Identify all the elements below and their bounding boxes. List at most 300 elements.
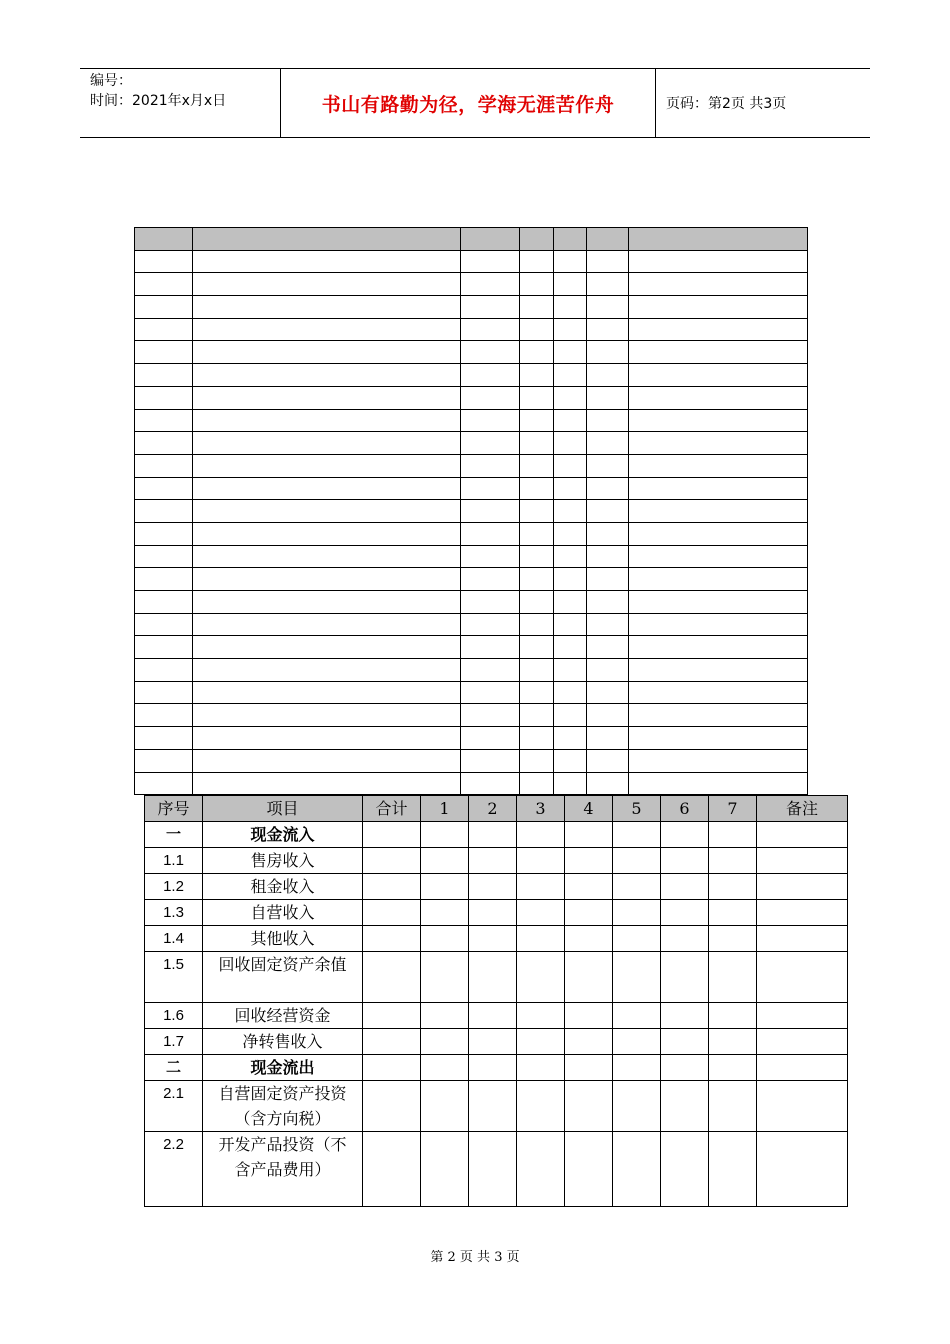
- grid-cell: [193, 477, 461, 500]
- value-cell: [469, 1003, 517, 1029]
- grid-cell: [554, 636, 587, 659]
- grid-cell: [193, 545, 461, 568]
- grid-row: [135, 296, 808, 319]
- grid-cell: [135, 341, 193, 364]
- grid-cell: [554, 591, 587, 614]
- value-cell: [517, 1081, 565, 1132]
- grid-cell: [629, 432, 808, 455]
- header-cell: 7: [709, 796, 757, 822]
- grid-cell: [629, 477, 808, 500]
- seq-cell: 1.4: [145, 926, 203, 952]
- grid-cell: [587, 364, 629, 387]
- value-cell: [363, 1081, 421, 1132]
- item-cell: 租金收入: [203, 874, 363, 900]
- grid-cell: [520, 704, 554, 727]
- value-cell: [517, 848, 565, 874]
- table-row: [145, 900, 848, 926]
- grid-cell: [554, 681, 587, 704]
- value-cell: [661, 926, 709, 952]
- grid-cell: [587, 477, 629, 500]
- grid-cell: [135, 659, 193, 682]
- seq-cell: 1.5: [145, 952, 203, 1003]
- grid-cell: [461, 500, 520, 523]
- grid-cell: [629, 522, 808, 545]
- value-cell: [757, 1029, 848, 1055]
- grid-cell: [135, 727, 193, 750]
- grid-cell: [554, 273, 587, 296]
- value-cell: [421, 1081, 469, 1132]
- value-cell: [421, 1003, 469, 1029]
- grid-cell: [193, 659, 461, 682]
- seq-cell: 一: [145, 822, 203, 848]
- grid-cell: [461, 454, 520, 477]
- grid-cell: [461, 273, 520, 296]
- value-cell: [709, 1029, 757, 1055]
- seq-cell: 二: [145, 1055, 203, 1081]
- grid-row: [135, 704, 808, 727]
- grid-row: [135, 409, 808, 432]
- grid-cell: [520, 409, 554, 432]
- grid-row: [135, 386, 808, 409]
- motto: 书山有路勤为径，学海无涯苦作舟: [280, 69, 656, 137]
- value-cell: [469, 874, 517, 900]
- value-cell: [709, 822, 757, 848]
- grid-cell: [554, 522, 587, 545]
- grid-row: [135, 364, 808, 387]
- grid-cell: [520, 500, 554, 523]
- grid-cell: [587, 591, 629, 614]
- grid-cell: [520, 659, 554, 682]
- grid-cell: [461, 772, 520, 795]
- grid-cell: [520, 432, 554, 455]
- value-cell: [757, 1055, 848, 1081]
- grid-cell: [587, 432, 629, 455]
- value-cell: [565, 900, 613, 926]
- grid-cell: [461, 545, 520, 568]
- value-cell: [565, 1132, 613, 1207]
- value-cell: [613, 1132, 661, 1207]
- grid-cell: [193, 250, 461, 273]
- grid-cell: [587, 409, 629, 432]
- grid-cell: [587, 659, 629, 682]
- value-cell: [565, 1081, 613, 1132]
- grid-cell: [461, 364, 520, 387]
- table-row: [145, 952, 848, 1003]
- value-cell: [661, 822, 709, 848]
- seq-cell: 1.3: [145, 900, 203, 926]
- value-cell: [421, 848, 469, 874]
- grid-row: [135, 500, 808, 523]
- grid-cell: [193, 296, 461, 319]
- grid-row: [135, 749, 808, 772]
- grid-cell: [629, 386, 808, 409]
- grid-cell: [193, 591, 461, 614]
- grid-row: [135, 273, 808, 296]
- item-cell: 开发产品投资（不含产品费用）: [203, 1132, 363, 1207]
- empty-grid-table: [134, 227, 808, 795]
- value-cell: [709, 1132, 757, 1207]
- grid-cell: [554, 364, 587, 387]
- page-info: 页码：第2页 共3页: [666, 96, 787, 112]
- grid-cell: [461, 250, 520, 273]
- grid-cell: [135, 636, 193, 659]
- value-cell: [421, 900, 469, 926]
- grid-cell: [193, 228, 461, 251]
- grid-row: [135, 681, 808, 704]
- grid-cell: [554, 613, 587, 636]
- value-cell: [757, 952, 848, 1003]
- grid-cell: [554, 409, 587, 432]
- grid-cell: [629, 500, 808, 523]
- value-cell: [757, 1081, 848, 1132]
- header-cell: 项目: [203, 796, 363, 822]
- grid-cell: [520, 477, 554, 500]
- table-row: [145, 1003, 848, 1029]
- value-cell: [661, 1003, 709, 1029]
- table-row: [145, 848, 848, 874]
- grid-cell: [135, 568, 193, 591]
- value-cell: [757, 1132, 848, 1207]
- table-row: [145, 926, 848, 952]
- grid-cell: [629, 273, 808, 296]
- grid-cell: [587, 704, 629, 727]
- grid-cell: [587, 500, 629, 523]
- grid-cell: [587, 318, 629, 341]
- grid-cell: [135, 681, 193, 704]
- seq-cell: 1.2: [145, 874, 203, 900]
- grid-cell: [135, 772, 193, 795]
- grid-cell: [135, 454, 193, 477]
- grid-cell: [193, 704, 461, 727]
- grid-cell: [629, 591, 808, 614]
- grid-cell: [554, 500, 587, 523]
- grid-cell: [629, 613, 808, 636]
- value-cell: [565, 926, 613, 952]
- value-cell: [757, 822, 848, 848]
- value-cell: [517, 900, 565, 926]
- grid-cell: [554, 228, 587, 251]
- header-cell: 备注: [757, 796, 848, 822]
- grid-cell: [629, 636, 808, 659]
- grid-cell: [461, 704, 520, 727]
- grid-row: [135, 591, 808, 614]
- grid-cell: [461, 296, 520, 319]
- grid-cell: [629, 659, 808, 682]
- grid-cell: [135, 545, 193, 568]
- grid-header-row: [135, 228, 808, 251]
- grid-cell: [461, 522, 520, 545]
- item-cell: 售房收入: [203, 848, 363, 874]
- grid-cell: [461, 749, 520, 772]
- grid-cell: [193, 772, 461, 795]
- grid-cell: [554, 318, 587, 341]
- grid-row: [135, 636, 808, 659]
- value-cell: [469, 848, 517, 874]
- grid-cell: [554, 727, 587, 750]
- value-cell: [565, 1055, 613, 1081]
- table-row: [145, 874, 848, 900]
- item-cell: 现金流入: [203, 822, 363, 848]
- value-cell: [469, 1081, 517, 1132]
- grid-cell: [520, 545, 554, 568]
- grid-cell: [461, 591, 520, 614]
- value-cell: [469, 1132, 517, 1207]
- grid-cell: [554, 659, 587, 682]
- grid-cell: [629, 364, 808, 387]
- grid-cell: [554, 772, 587, 795]
- value-cell: [517, 1132, 565, 1207]
- table-row: [145, 1132, 848, 1207]
- value-cell: [363, 900, 421, 926]
- grid-cell: [135, 273, 193, 296]
- grid-row: [135, 341, 808, 364]
- grid-cell: [520, 273, 554, 296]
- grid-cell: [461, 341, 520, 364]
- grid-cell: [461, 613, 520, 636]
- grid-row: [135, 613, 808, 636]
- table-row: [145, 1055, 848, 1081]
- header-cell: 序号: [145, 796, 203, 822]
- grid-cell: [629, 749, 808, 772]
- value-cell: [613, 900, 661, 926]
- page-footer: 第 2 页 共 3 页: [430, 1250, 520, 1265]
- grid-cell: [461, 636, 520, 659]
- grid-cell: [520, 364, 554, 387]
- grid-cell: [461, 727, 520, 750]
- grid-cell: [520, 749, 554, 772]
- grid-cell: [461, 568, 520, 591]
- header-cell: 4: [565, 796, 613, 822]
- grid-cell: [587, 681, 629, 704]
- value-cell: [517, 1003, 565, 1029]
- value-cell: [363, 1132, 421, 1207]
- grid-cell: [135, 432, 193, 455]
- grid-row: [135, 522, 808, 545]
- value-cell: [709, 1081, 757, 1132]
- grid-cell: [587, 636, 629, 659]
- value-cell: [517, 874, 565, 900]
- value-cell: [661, 874, 709, 900]
- page-header: [80, 68, 870, 138]
- value-cell: [517, 926, 565, 952]
- grid-cell: [520, 454, 554, 477]
- grid-cell: [629, 704, 808, 727]
- grid-cell: [520, 228, 554, 251]
- grid-row: [135, 545, 808, 568]
- grid-cell: [135, 386, 193, 409]
- grid-cell: [554, 545, 587, 568]
- seq-cell: 1.6: [145, 1003, 203, 1029]
- grid-cell: [135, 522, 193, 545]
- grid-cell: [554, 749, 587, 772]
- grid-cell: [587, 545, 629, 568]
- grid-cell: [554, 296, 587, 319]
- value-cell: [565, 1003, 613, 1029]
- value-cell: [613, 822, 661, 848]
- grid-cell: [629, 296, 808, 319]
- grid-cell: [520, 522, 554, 545]
- grid-cell: [587, 454, 629, 477]
- grid-cell: [629, 228, 808, 251]
- grid-cell: [193, 273, 461, 296]
- item-cell: 自营固定资产投资（含方向税）: [203, 1081, 363, 1132]
- value-cell: [517, 1029, 565, 1055]
- grid-cell: [520, 636, 554, 659]
- grid-row: [135, 568, 808, 591]
- grid-cell: [135, 296, 193, 319]
- seq-cell: 1.1: [145, 848, 203, 874]
- grid-row: [135, 727, 808, 750]
- value-cell: [565, 1029, 613, 1055]
- grid-cell: [629, 409, 808, 432]
- grid-cell: [461, 228, 520, 251]
- grid-cell: [461, 409, 520, 432]
- value-cell: [421, 1029, 469, 1055]
- grid-cell: [587, 341, 629, 364]
- grid-cell: [587, 749, 629, 772]
- item-cell: 自营收入: [203, 900, 363, 926]
- value-cell: [421, 822, 469, 848]
- grid-row: [135, 432, 808, 455]
- grid-cell: [193, 749, 461, 772]
- grid-cell: [193, 341, 461, 364]
- value-cell: [565, 952, 613, 1003]
- header-cell: 1: [421, 796, 469, 822]
- header-cell: 2: [469, 796, 517, 822]
- grid-cell: [520, 681, 554, 704]
- grid-cell: [193, 318, 461, 341]
- grid-cell: [193, 409, 461, 432]
- grid-cell: [587, 613, 629, 636]
- cash-flow-table: [144, 795, 848, 1207]
- value-cell: [363, 926, 421, 952]
- grid-cell: [193, 681, 461, 704]
- value-cell: [613, 874, 661, 900]
- grid-cell: [554, 704, 587, 727]
- value-cell: [613, 1029, 661, 1055]
- grid-cell: [461, 659, 520, 682]
- grid-cell: [520, 250, 554, 273]
- grid-cell: [587, 522, 629, 545]
- grid-cell: [135, 250, 193, 273]
- value-cell: [757, 1003, 848, 1029]
- value-cell: [613, 1055, 661, 1081]
- grid-cell: [193, 613, 461, 636]
- value-cell: [613, 1003, 661, 1029]
- seq-cell: 2.1: [145, 1081, 203, 1132]
- value-cell: [363, 1055, 421, 1081]
- grid-cell: [461, 386, 520, 409]
- number-label: 编号：: [90, 73, 132, 89]
- grid-cell: [629, 341, 808, 364]
- grid-cell: [520, 613, 554, 636]
- seq-cell: 1.7: [145, 1029, 203, 1055]
- value-cell: [613, 1081, 661, 1132]
- value-cell: [757, 900, 848, 926]
- value-cell: [469, 822, 517, 848]
- value-cell: [517, 1055, 565, 1081]
- value-cell: [661, 900, 709, 926]
- value-cell: [757, 874, 848, 900]
- value-cell: [421, 1055, 469, 1081]
- header-cell: 3: [517, 796, 565, 822]
- grid-cell: [520, 568, 554, 591]
- table-row: [145, 822, 848, 848]
- grid-cell: [554, 386, 587, 409]
- grid-cell: [193, 386, 461, 409]
- value-cell: [469, 926, 517, 952]
- seq-cell: 2.2: [145, 1132, 203, 1207]
- header-cell: 合计: [363, 796, 421, 822]
- grid-row: [135, 477, 808, 500]
- grid-cell: [629, 681, 808, 704]
- value-cell: [757, 848, 848, 874]
- grid-cell: [554, 568, 587, 591]
- grid-cell: [135, 318, 193, 341]
- grid-cell: [629, 727, 808, 750]
- value-cell: [421, 926, 469, 952]
- grid-cell: [629, 250, 808, 273]
- grid-cell: [587, 386, 629, 409]
- value-cell: [469, 900, 517, 926]
- grid-cell: [461, 318, 520, 341]
- grid-cell: [520, 386, 554, 409]
- value-cell: [363, 952, 421, 1003]
- grid-cell: [135, 409, 193, 432]
- grid-cell: [520, 772, 554, 795]
- grid-cell: [461, 681, 520, 704]
- value-cell: [565, 848, 613, 874]
- value-cell: [661, 1055, 709, 1081]
- grid-cell: [461, 477, 520, 500]
- grid-row: [135, 659, 808, 682]
- value-cell: [709, 1055, 757, 1081]
- grid-cell: [193, 454, 461, 477]
- value-cell: [421, 874, 469, 900]
- grid-cell: [554, 341, 587, 364]
- grid-cell: [587, 727, 629, 750]
- value-cell: [565, 822, 613, 848]
- grid-cell: [587, 568, 629, 591]
- item-cell: 回收固定资产余值: [203, 952, 363, 1003]
- value-cell: [363, 874, 421, 900]
- grid-cell: [461, 432, 520, 455]
- grid-cell: [520, 341, 554, 364]
- grid-cell: [193, 522, 461, 545]
- value-cell: [363, 822, 421, 848]
- value-cell: [709, 874, 757, 900]
- value-cell: [709, 848, 757, 874]
- value-cell: [363, 1029, 421, 1055]
- grid-cell: [587, 296, 629, 319]
- grid-cell: [193, 727, 461, 750]
- grid-cell: [135, 364, 193, 387]
- value-cell: [709, 900, 757, 926]
- time-label: 时间：2021年x月x日: [90, 93, 227, 109]
- table-row: [145, 1029, 848, 1055]
- value-cell: [517, 822, 565, 848]
- grid-cell: [554, 432, 587, 455]
- value-cell: [661, 1081, 709, 1132]
- grid-cell: [520, 591, 554, 614]
- grid-cell: [135, 500, 193, 523]
- grid-cell: [554, 250, 587, 273]
- grid-cell: [193, 364, 461, 387]
- grid-cell: [193, 432, 461, 455]
- grid-cell: [135, 704, 193, 727]
- value-cell: [661, 1029, 709, 1055]
- header-cell: 6: [661, 796, 709, 822]
